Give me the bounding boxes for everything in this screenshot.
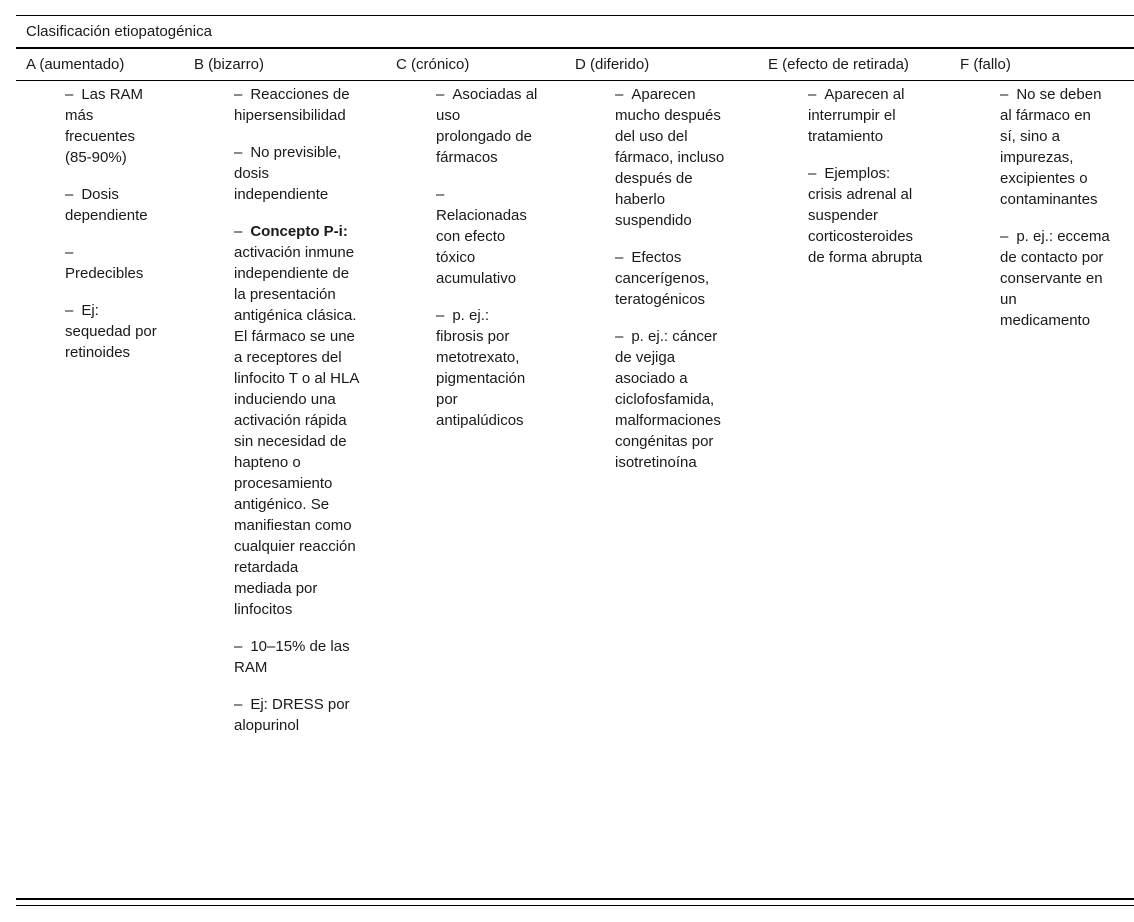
list-item: – Reacciones de hipersensibilidad <box>234 86 350 124</box>
list-item: –Relacionadas con efecto tóxico acumulativo <box>436 186 527 287</box>
column-header-f: F (fallo) <box>960 56 1011 73</box>
list-item: – Efectos cancerígenos, teratogénicos <box>615 249 710 308</box>
column-header-c: C (crónico) <box>396 56 470 73</box>
list-item: – p. ej.: cáncer de vejiga asociado a ciclofosfamida, malformaciones congénitas por isotretinoína <box>615 328 721 471</box>
column-f-list <box>1000 84 1110 347</box>
table-caption: Clasificación etiopatogénica <box>26 23 212 40</box>
list-item: – No se deben al fármaco en sí, sino a impurezas, excipientes o contaminantes <box>1000 86 1102 208</box>
list-item: – Aparecen al interrumpir el tratamiento <box>808 86 905 145</box>
list-item: – 10–15% de las RAM <box>234 638 350 676</box>
list-item: – Ej: DRESS por alopurinol <box>234 696 350 734</box>
concept-pi-label: Concepto P-i: <box>250 223 348 240</box>
list-item: – p. ej.: eccema de contacto por conservante en un medicamento <box>1000 228 1110 329</box>
column-b-list <box>234 84 359 752</box>
list-item: – Asociadas al uso prolongado de fármacos <box>436 86 538 166</box>
header-rule <box>16 80 1134 81</box>
column-a-list <box>65 84 157 379</box>
bottom-rule <box>16 898 1134 900</box>
column-header-d: D (diferido) <box>575 56 650 73</box>
column-d-list <box>615 84 733 489</box>
list-item: – Ejemplos: crisis adrenal al suspender corticosteroides de forma abrupta <box>808 165 923 266</box>
list-item: – Las RAM más frecuentes (85-90%) <box>65 86 144 166</box>
list-item: –Predecibles <box>65 244 144 282</box>
column-header-e: E (efecto de retirada) <box>768 56 909 73</box>
list-item: – No previsible, dosis independiente <box>234 144 342 203</box>
column-e-list <box>808 84 926 284</box>
column-header-a: A (aumentado) <box>26 56 125 73</box>
list-item: – p. ej.: fibrosis por metotrexato, pigmentación por antipalúdicos <box>436 307 526 429</box>
column-header-b: B (bizarro) <box>194 56 265 73</box>
list-item: – Aparecen mucho después del uso del fármaco, incluso después de haberlo suspendido <box>615 86 725 229</box>
top-rule <box>16 15 1134 16</box>
list-item: – Concepto P-i: activación inmune independiente de la presentación antigénica clásica. El fármaco se une a receptores del linfocito T o al HLA induciendo una activación rápida sin necesidad de hapteno o procesamiento antigénico. Se manifiestan como cualquier reacción retardada mediada por linfocitos <box>234 223 359 618</box>
list-item: – Ej: sequedad por retinoides <box>65 302 157 361</box>
column-c-list <box>436 84 539 447</box>
bottom-rule-thin <box>16 905 1134 906</box>
list-item: – Dosis dependiente <box>65 186 148 224</box>
caption-rule <box>16 47 1134 49</box>
